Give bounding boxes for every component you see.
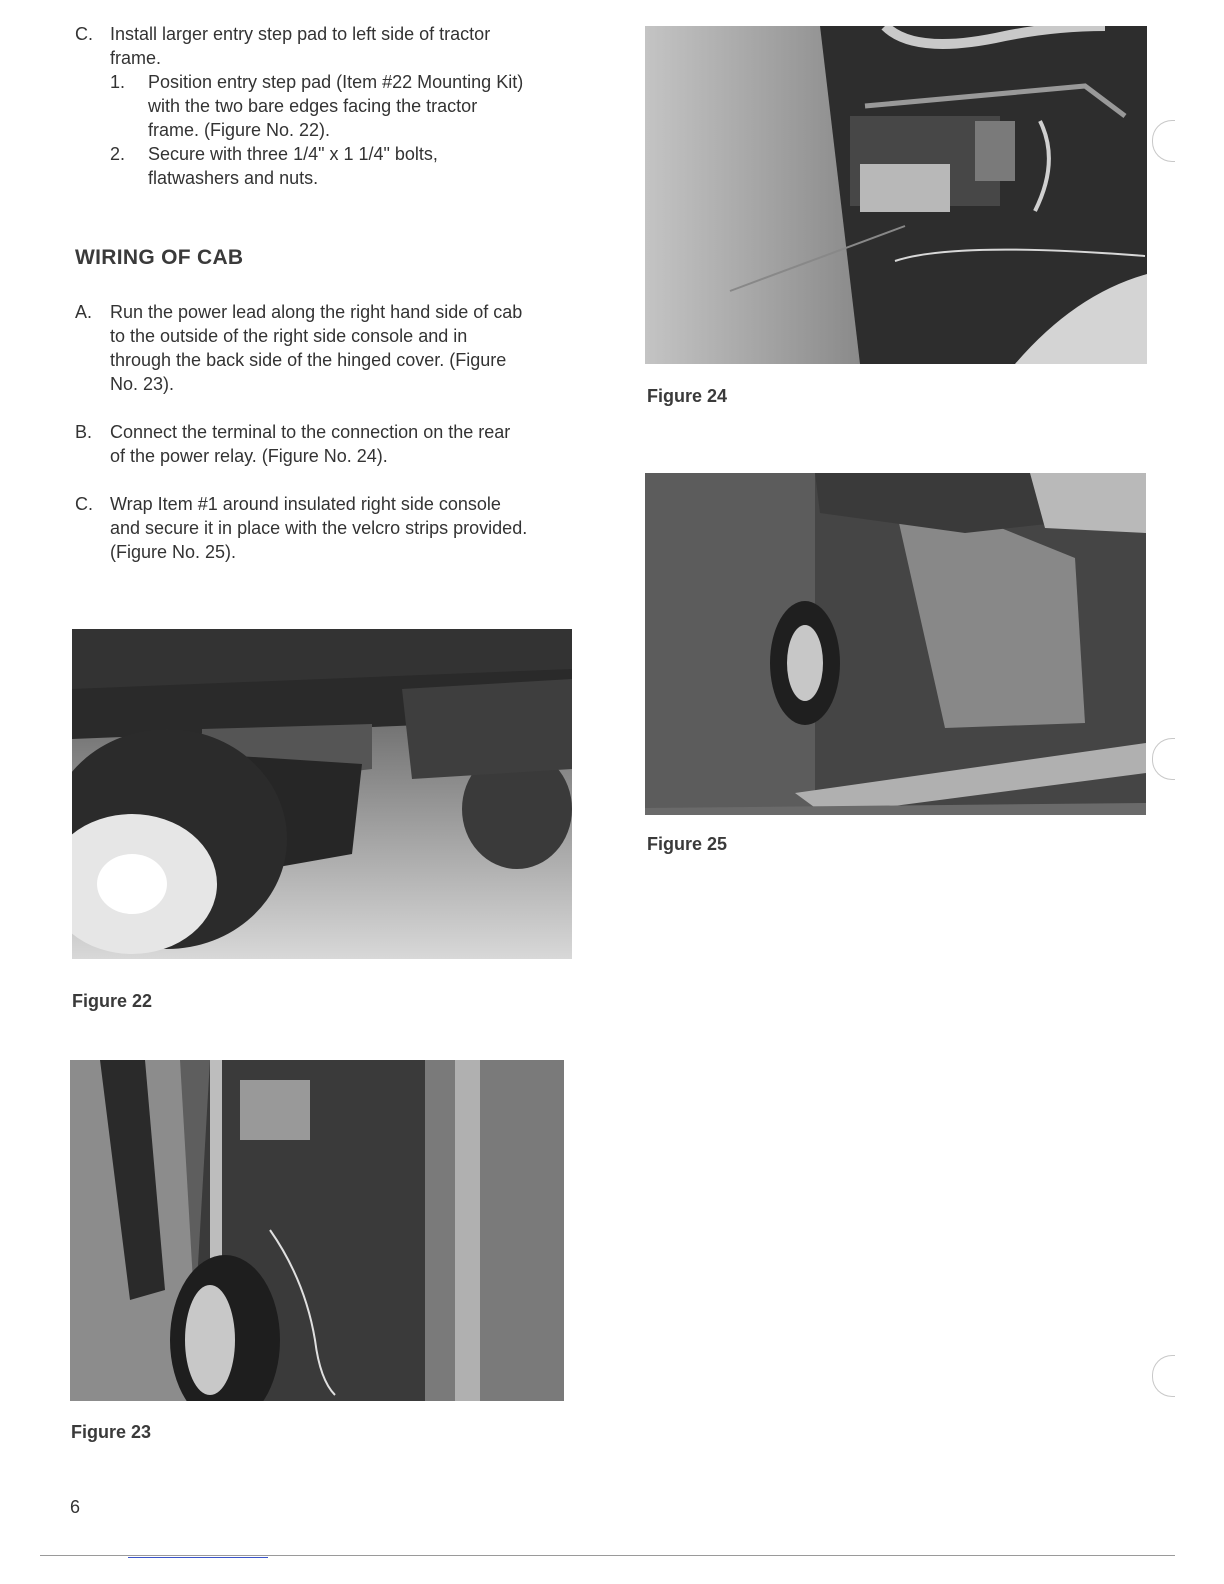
wiring-step-a-label: A. (75, 302, 93, 322)
wiring-step-c-line: (Figure No. 25). (110, 542, 237, 562)
punch-hole-middle (1152, 738, 1175, 780)
footer-rule (40, 1555, 1175, 1556)
install-substep-1-line2: with the two bare edges facing the tractor (148, 96, 478, 116)
wiring-step-c-line: and secure it in place with the velcro strips provided. (110, 518, 528, 538)
figure-22-photo (72, 629, 572, 959)
punch-hole-top (1152, 120, 1175, 162)
install-substep-1-label: 1. (110, 72, 126, 92)
section-heading: WIRING OF CAB (75, 246, 244, 269)
install-substep-2-label: 2. (110, 144, 126, 164)
wiring-step-b-label: B. (75, 422, 93, 442)
wiring-step-c-line: Wrap Item #1 around insulated right side console (110, 494, 501, 514)
figure-25-caption: Figure 25 (647, 834, 728, 854)
install-step-c (75, 22, 575, 192)
install-step-c-label: C. (75, 24, 93, 44)
install-substep-2-line2: flatwashers and nuts. (148, 168, 319, 188)
wiring-step-c-label: C. (75, 494, 93, 514)
install-step-c-line1: Install larger entry step pad to left side of tractor (110, 24, 491, 44)
wiring-step-a (75, 300, 575, 400)
wiring-step-c (75, 492, 575, 567)
install-substep-1-line1: Position entry step pad (Item #22 Mounting Kit) (148, 72, 524, 92)
install-substep-2-line1: Secure with three 1/4" x 1 1/4" bolts, (148, 144, 438, 164)
punch-hole-bottom (1152, 1355, 1175, 1397)
figure-24-caption: Figure 24 (647, 386, 728, 406)
install-substep-1-line3: frame. (Figure No. 22). (148, 120, 331, 140)
wiring-step-b (75, 420, 575, 470)
figure-23-caption: Figure 23 (71, 1422, 152, 1442)
install-step-c-line2: frame. (110, 48, 162, 68)
wiring-step-a-line: through the back side of the hinged cover. (Figure (110, 350, 507, 370)
figure-22-caption: Figure 22 (72, 991, 153, 1011)
figure-24-photo (645, 26, 1147, 364)
wiring-step-a-line: Run the power lead along the right hand side of cab (110, 302, 523, 322)
wiring-step-a-line: to the outside of the right side console and in (110, 326, 468, 346)
footer-rule-accent (128, 1557, 268, 1558)
wiring-step-b-line: of the power relay. (Figure No. 24). (110, 446, 388, 466)
figure-23-photo (70, 1060, 564, 1401)
figure-25-photo (645, 473, 1146, 815)
page-number: 6 (70, 1497, 81, 1517)
wiring-step-a-line: No. 23). (110, 374, 175, 394)
wiring-step-b-line: Connect the terminal to the connection on the rear (110, 422, 511, 442)
